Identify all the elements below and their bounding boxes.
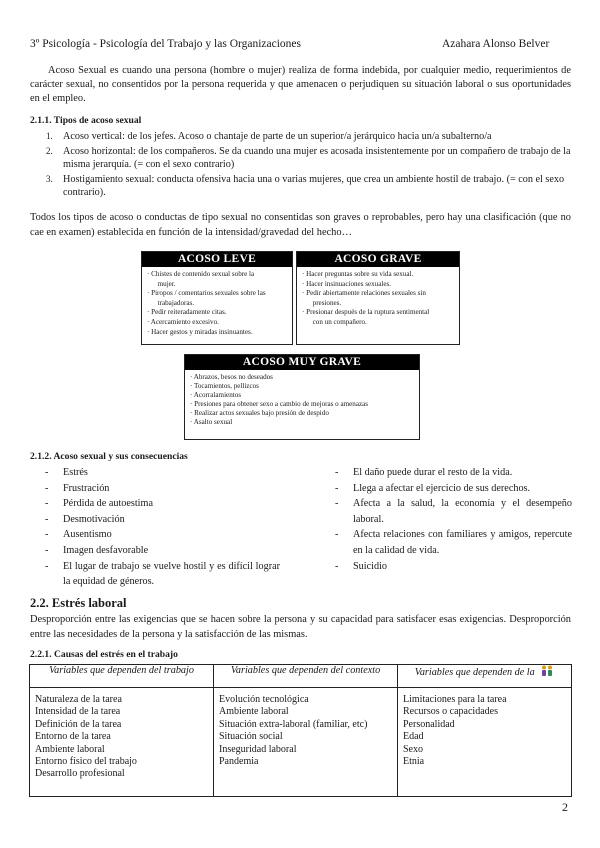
list-item: - Desmotivación (45, 513, 125, 525)
acoso-muy-grave-body (185, 370, 419, 428)
causa-item: Limitaciones para la tarea (403, 694, 507, 705)
list-item: 1. Acoso vertical: de los jefes. Acoso o chantaje de parte de un superior/a jerárquico hacia un/a subalterno/a (46, 131, 492, 142)
causa-item: Definición de la tarea (35, 718, 122, 730)
acoso-leve-body (142, 267, 292, 339)
box-line: · Hacer gestos y miradas insinuantes. (147, 327, 253, 336)
box-line: · Presionar después de la ruptura sentimental (302, 308, 430, 317)
box-line: · Acercamiento excesivo. (147, 317, 219, 326)
causa-item: Inseguridad laboral (219, 743, 297, 755)
acoso-leve-box (141, 251, 293, 345)
causas-table (29, 664, 572, 797)
box-line: · Pedir abiertamente relaciones sexuales sin (302, 289, 426, 298)
causa-item: Entorno de la tarea (35, 731, 111, 743)
causas-cell-trabajo (30, 688, 214, 797)
causa-item: Personalidad (403, 718, 455, 730)
causa-item: Evolución tecnológica (219, 694, 309, 705)
causas-header-trabajo: Variables que dependen del trabajo (30, 665, 214, 688)
estres-heading: 2.2. Estrés laboral (30, 596, 127, 610)
tipos-list (30, 130, 573, 201)
box-line: · Pedir reiteradamente citas. (147, 308, 227, 317)
acoso-muy-grave-box (184, 354, 420, 440)
list-item: - Estrés (45, 467, 88, 478)
list-item: - Ausentismo (45, 529, 112, 541)
causa-item: Etnia (403, 756, 425, 768)
causa-item: Situación extra-laboral (familiar, etc) (219, 718, 368, 730)
list-item: - Afecta a la salud, la economía y el desempeño laboral. (335, 498, 572, 525)
list-item: - Frustración (45, 482, 110, 494)
page-number: 2 (562, 800, 568, 814)
causa-item: Ambiente laboral (219, 706, 289, 718)
consecuencias-right-list (320, 465, 572, 574)
acoso-grave-body (297, 267, 459, 330)
box-line: · Presiones para obtener sexo a cambio de mejoras o amenazas (190, 399, 369, 408)
causa-item: Situación social (219, 731, 283, 743)
causa-item: Entorno físico del trabajo (35, 756, 137, 768)
intro-paragraph: Acoso Sexual es cuando una persona (hombre o mujer) realiza de forma indebida, por cualquier medio, requerimientos de carácter sexual, no consentidos por la persona requerida y que amenacen o perjudiquen su situación laboral o sus oportunidades en el empleo. (30, 65, 571, 105)
box-line: · Piropos / comentarios sexuales sobre las (147, 289, 266, 298)
causas-heading: 2.2.1. Causas del estrés en el trabajo (30, 649, 178, 660)
list-item: - Afecta relaciones con familiares y amigos, repercute en la calidad de vida. (335, 529, 572, 556)
consecuencias-left-list (30, 465, 280, 590)
box-line: · Hacer insinuaciones sexuales. (302, 279, 392, 288)
list-item: - Imagen desfavorable (45, 544, 149, 556)
causas-cell-persona (398, 688, 572, 797)
list-item: - El daño puede durar el resto de la vida. (335, 467, 513, 478)
people-icon (540, 665, 554, 680)
box-line: · Chistes de contenido sexual sobre la (147, 270, 255, 278)
box-line: presiones. (302, 298, 342, 307)
causa-item: Desarrollo profesional (35, 768, 125, 780)
acoso-grave-box (296, 251, 460, 345)
box-line: · Abrazos, besos no deseados (190, 373, 273, 381)
causas-header-contexto: Variables que dependen del contexto (214, 665, 398, 688)
box-line: · Realizar actos sexuales bajo presión de despido (190, 408, 329, 417)
box-line: · Asalto sexual (190, 417, 233, 426)
causa-item: Intensidad de la tarea (35, 706, 121, 718)
list-item: 2. Acoso horizontal: de los compañeros. Se da cuando una mujer es acosada insistentemente por un compañero de trabajo de la misma jerarquía. (= con el sexo contrario) (46, 145, 571, 171)
causa-item: Sexo (403, 743, 423, 755)
estres-paragraph: Desproporción entre las exigencias que se hacen sobre la persona y su capacidad para satisfacer esas exigencias. Desproporción entre las necesidades de la persona y la satisfacción de las mismas. (30, 614, 571, 640)
acoso-grave-title: ACOSO GRAVE (297, 252, 459, 267)
list-item: - Llega a afectar el ejercicio de sus derechos. (335, 482, 531, 494)
box-line: · Hacer preguntas sobre su vida sexual. (302, 270, 414, 278)
causa-item: Pandemia (219, 756, 259, 768)
causa-item: Ambiente laboral (35, 743, 105, 755)
list-item: - Suicidio (335, 560, 387, 572)
causa-item: Edad (403, 731, 424, 743)
header-author: Azahara Alonso Belver (442, 38, 550, 50)
consecuencias-heading: 2.1.2. Acoso sexual y sus consecuencias (30, 451, 188, 462)
causa-item: Naturaleza de la tarea (35, 694, 122, 705)
box-line: · Acorralamientos (190, 390, 242, 399)
acoso-leve-title: ACOSO LEVE (142, 252, 292, 267)
list-item: - El lugar de trabajo se vuelve hostil y es difícil lograr la equidad de géneros. (45, 560, 280, 588)
box-line: · Tocamientos, pellizcos (190, 381, 259, 390)
list-item: 3. Hostigamiento sexual: conducta ofensiva hacia una o varias mujeres, que crea un ambiente hostil de trabajo. (= con el sexo contrario). (46, 173, 565, 199)
acoso-muy-grave-title: ACOSO MUY GRAVE (185, 355, 419, 370)
list-item: - Pérdida de autoestima (45, 498, 153, 510)
box-line: con un compañero. (302, 317, 367, 326)
box-line: trabajadoras. (147, 298, 195, 307)
causas-header-persona: Variables que dependen de la (398, 665, 572, 688)
causa-item: Recursos o capacidades (403, 706, 498, 718)
classification-paragraph: Todos los tipos de acoso o conductas de tipo sexual no consentidas son graves o reprobables, pero hay una clasificación (que no cae en examen) establecida en función de la intensidad/gravedad del hecho… (30, 212, 571, 238)
causas-cell-contexto (214, 688, 398, 797)
header-course: 3º Psicología - Psicología del Trabajo y las Organizaciones (30, 38, 302, 50)
box-line: mujer. (147, 279, 176, 288)
tipos-heading: 2.1.1. Tipos de acoso sexual (30, 115, 142, 126)
